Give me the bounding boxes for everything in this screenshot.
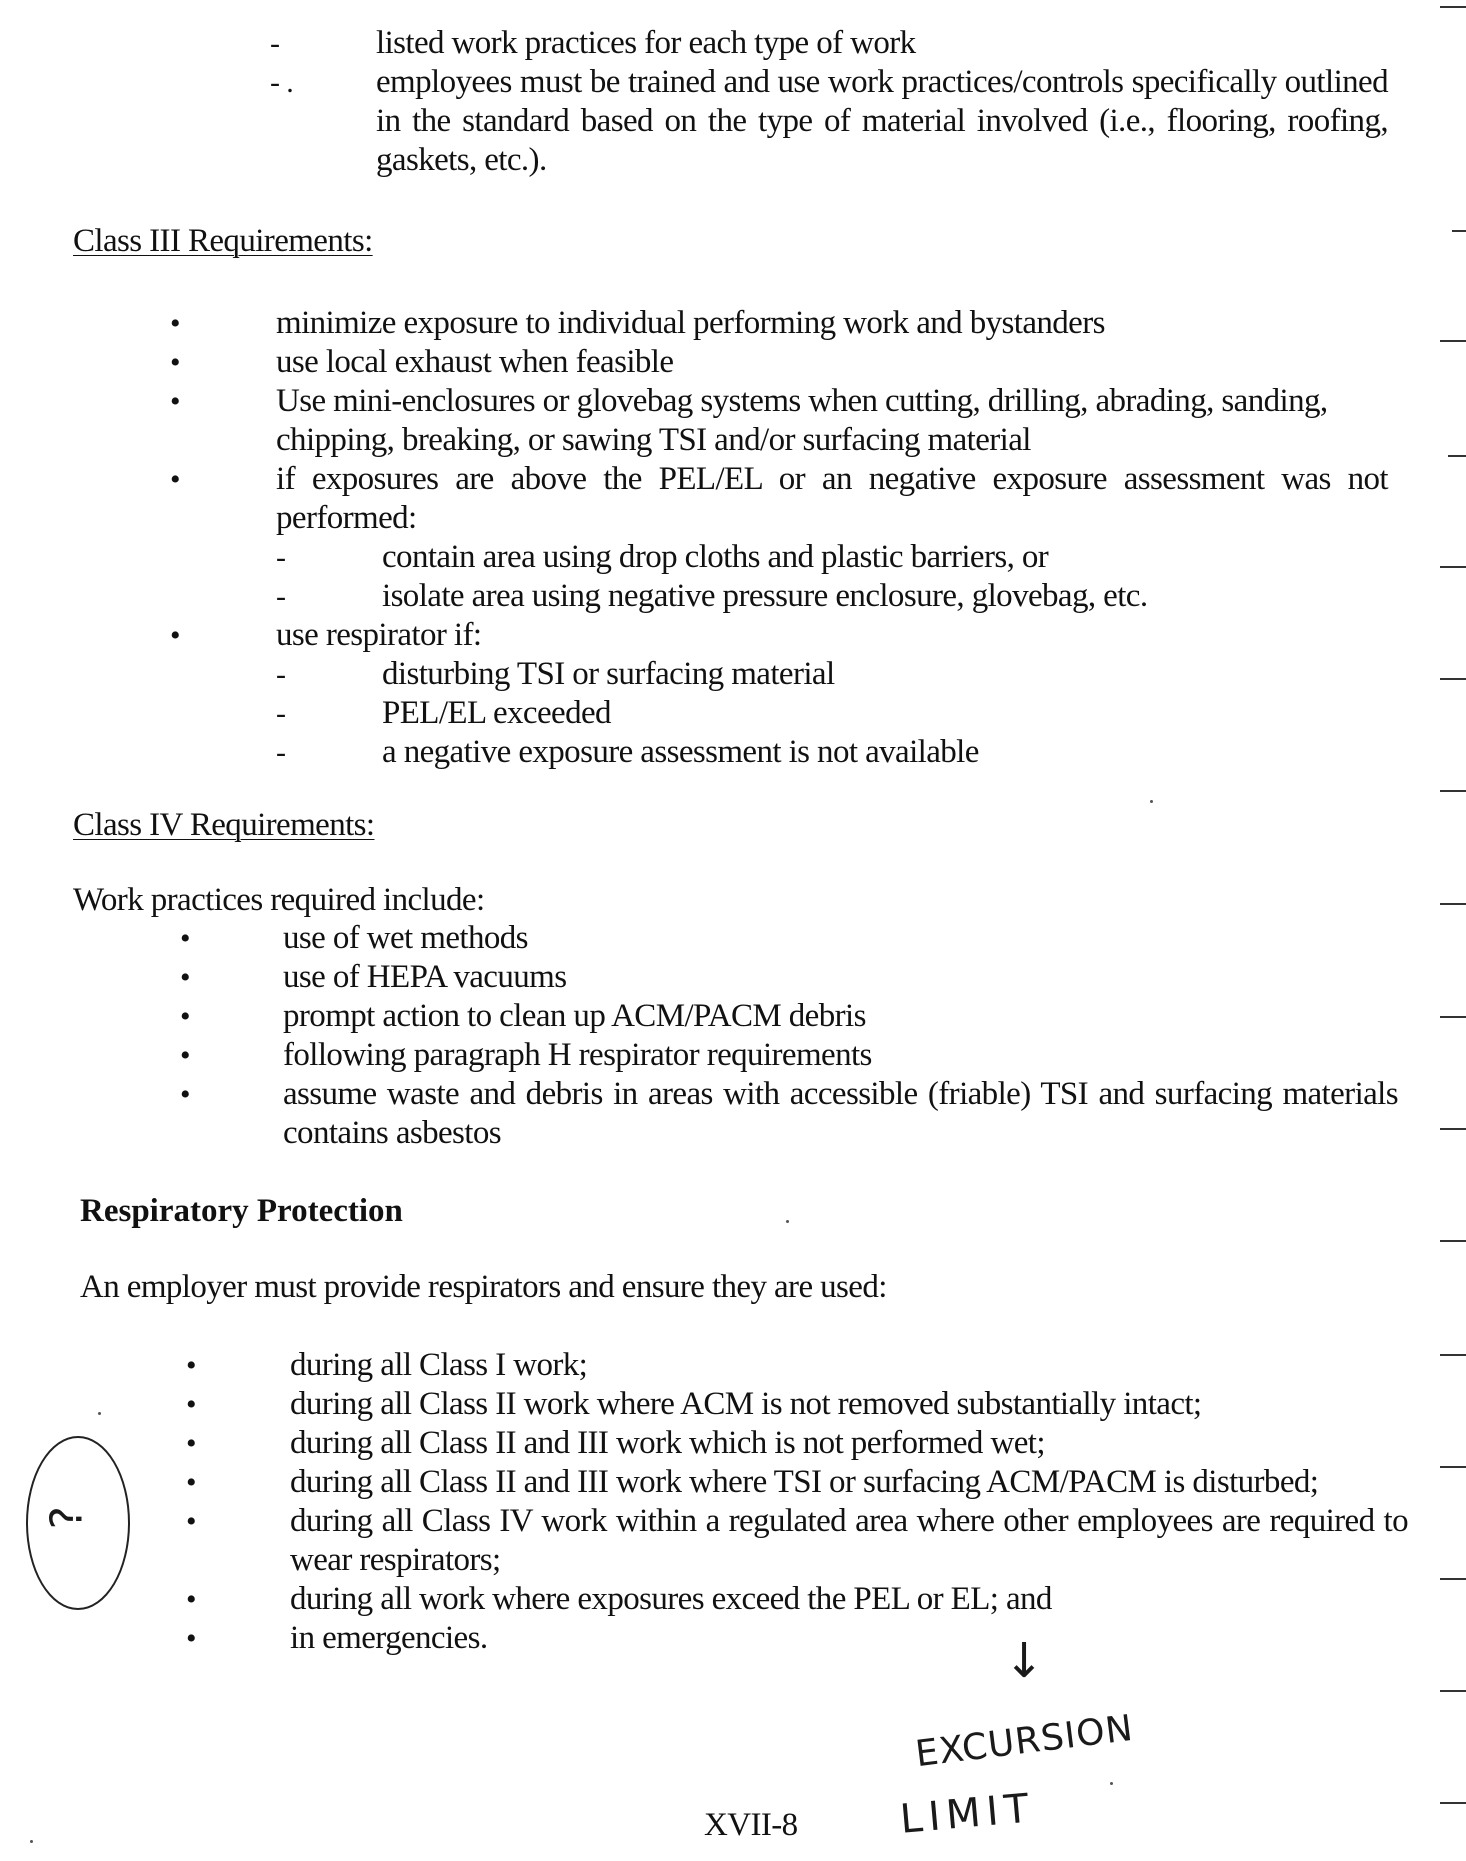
top-dash-list [270,24,1388,180]
respiratory-list [186,1346,1408,1658]
list-item: • during all Class IV work within a regulated area where other employees are required to wear respirators; [186,1503,1408,1578]
bullet-mark: • [170,346,180,379]
sub-list-item: - contain area using drop cloths and plastic barriers, or [276,539,1049,575]
bullet-mark: • [180,1078,190,1111]
sub-list-item: - a negative exposure assessment is not available [276,734,979,770]
margin-mark [1452,230,1466,232]
handwritten-excursion: EXCURSION [913,1707,1136,1776]
bullet-mark: • [186,1349,196,1382]
sub-list-item: - PEL/EL exceeded [276,695,611,731]
bullet-mark: • [170,385,180,418]
scan-speck [1150,800,1153,803]
margin-mark [1440,678,1466,680]
list-item: • minimize exposure to individual performing work and bystanders [170,305,1105,341]
margin-mark [1440,1354,1466,1356]
dash-mark: - [276,658,286,691]
list-item: • during all Class I work; [186,1347,588,1383]
list-item: • following paragraph H respirator requirements [180,1037,872,1073]
class4-intro: Work practices required include: [73,882,485,918]
bullet-mark: • [180,1039,190,1072]
bullet-mark: • [180,961,190,994]
class4-list [180,919,1398,1153]
bullet-mark: • [180,1000,190,1033]
margin-mark [1440,340,1466,342]
respiratory-intro: An employer must provide respirators and ensure they are used: [80,1269,887,1305]
bullet-mark: • [170,307,180,340]
bullet-mark: • [186,1505,196,1538]
class4-heading: Class IV Requirements: [73,807,375,843]
list-item: • prompt action to clean up ACM/PACM debris [180,998,866,1034]
list-item: • use of HEPA vacuums [180,959,567,995]
margin-mark [1440,1128,1466,1130]
handwritten-arrow-icon: ↓ [1004,1633,1044,1689]
dash-mark: - [270,27,280,60]
margin-mark [1440,1690,1466,1692]
margin-mark [1440,1016,1466,1018]
list-item: • if exposures are above the PEL/EL or an negative exposure assessment was not performed: [170,461,1388,536]
dash-mark: - [276,697,286,730]
sub-list-item: - disturbing TSI or surfacing material [276,656,835,692]
list-item: - . employees must be trained and use work practices/controls specifically outlined in the standard based on the type of material involved (i.e., flooring, roofing, gaskets, etc.). [270,64,1388,178]
list-item: • use of wet methods [180,920,528,956]
list-item: - listed work practices for each type of work [270,25,916,61]
margin-mark [1448,455,1466,457]
margin-mark [1440,6,1466,8]
circled-note-text: ? [41,1506,93,1530]
dash-mark: - [276,541,286,574]
handwritten-limit: LIMIT [898,1785,1037,1843]
margin-mark [1440,1578,1466,1580]
dash-mark: - [276,736,286,769]
bullet-mark: • [186,1466,196,1499]
bullet-mark: • [186,1388,196,1421]
page-number: XVII-8 [704,1807,798,1843]
class3-heading: Class III Requirements: [73,223,373,259]
list-item: • Use mini-enclosures or glovebag systems when cutting, drilling, abrading, sanding, chipping, breaking, or sawing TSI and/or surfacing material [170,383,1328,458]
margin-mark [1440,790,1466,792]
respiratory-heading: Respiratory Protection [80,1193,403,1229]
scan-speck [1110,1782,1113,1785]
margin-mark [1440,1466,1466,1468]
bullet-mark: • [186,1622,196,1655]
margin-mark [1440,1240,1466,1242]
dash-mark: - [276,580,286,613]
margin-mark [1440,1802,1466,1804]
list-item: • during all Class II and III work which is not performed wet; [186,1425,1045,1461]
scan-speck [30,1840,33,1843]
list-item: • assume waste and debris in areas with accessible (friable) TSI and surfacing materials contains asbestos [180,1076,1398,1151]
list-item: • in emergencies. [186,1620,488,1656]
bullet-mark: • [186,1427,196,1460]
list-item: • use respirator if: [170,617,482,653]
bullet-mark: • [186,1583,196,1616]
sub-list-item: - isolate area using negative pressure enclosure, glovebag, etc. [276,578,1148,614]
margin-mark [1440,566,1466,568]
bullet-mark: • [170,619,180,652]
dash-mark: - . [270,66,294,99]
circled-margin-note [26,1436,130,1610]
bullet-mark: • [180,922,190,955]
list-item: • during all Class II and III work where TSI or surfacing ACM/PACM is disturbed; [186,1464,1319,1500]
list-item: • during all Class II work where ACM is not removed substantially intact; [186,1386,1202,1422]
class3-list [170,304,1388,772]
scan-speck [786,1220,789,1223]
bullet-mark: • [170,463,180,496]
margin-mark [1440,903,1466,905]
scan-speck [98,1412,101,1415]
list-item: • during all work where exposures exceed the PEL or EL; and [186,1581,1052,1617]
list-item: • use local exhaust when feasible [170,344,674,380]
